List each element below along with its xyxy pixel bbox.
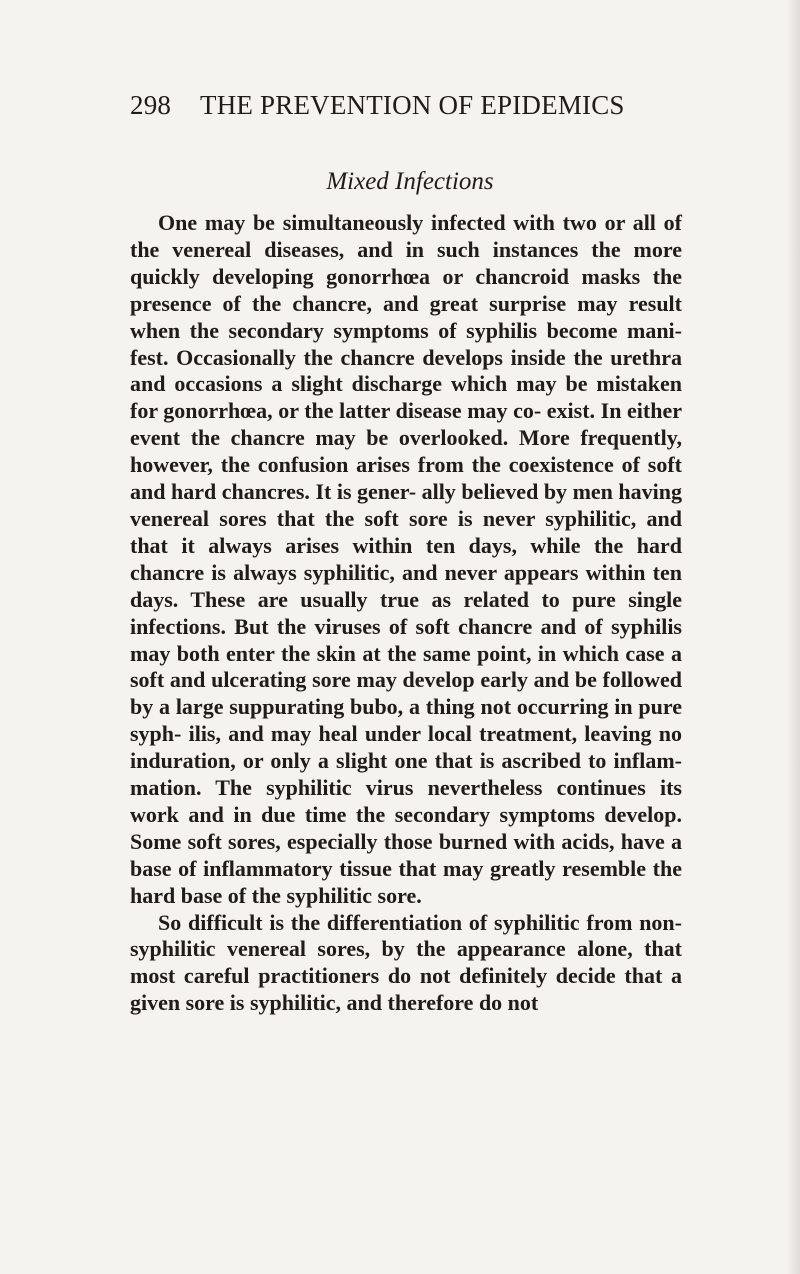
page-number: 298 (130, 90, 172, 120)
section-heading: Mixed Infections (326, 168, 494, 195)
page-edge-shadow (786, 0, 800, 1274)
running-head (130, 90, 690, 126)
paragraph-1: One may be simultaneously infected with two or all of the venereal diseases, and in such instances the more quickly developing gonorrhœa or chancroid masks the presence of the chancre, and great surprise may result when the secondary symptoms of syphilis become mani- fest. Occasionally the chancre develops inside the urethra and occasions a slight discharge which may be mistaken for gonorrhœa, or the latter disease may co- exist. In either event the chancre may be overlooked. More frequently, however, the confusion arises from the coexistence of soft and hard chancres. It is gener- ally believed by men having venereal sores that the soft sore is never syphilitic, and that it always arises within ten days, while the hard chancre is always syphilitic, and never appears within ten days. These are usually true as related to pure single infections. But the viruses of soft chancre and of syphilis may both enter the skin at the same point, in which case a soft and ulcerating sore may develop early and be followed by a large suppurating bubo, a thing not occurring in pure syph- ilis, and may heal under local treatment, leaving no induration, or only a slight one that is ascribed to inflam- mation. The syphilitic virus nevertheless continues its work and in due time the secondary symptoms develop. Some soft sores, especially those burned with acids, have a base of inflammatory tissue that may greatly resemble the hard base of the syphilitic sore. (130, 210, 682, 908)
paragraph-2: So difficult is the differentiation of syphilitic from non-syphilitic venereal sores, by the appearance alone, that most careful practitioners do not definitely decide that a given sore is syphilitic, and therefore do not (130, 909, 682, 1016)
running-title: THE PREVENTION OF EPIDEMICS (200, 90, 625, 120)
body-text (130, 210, 682, 1017)
